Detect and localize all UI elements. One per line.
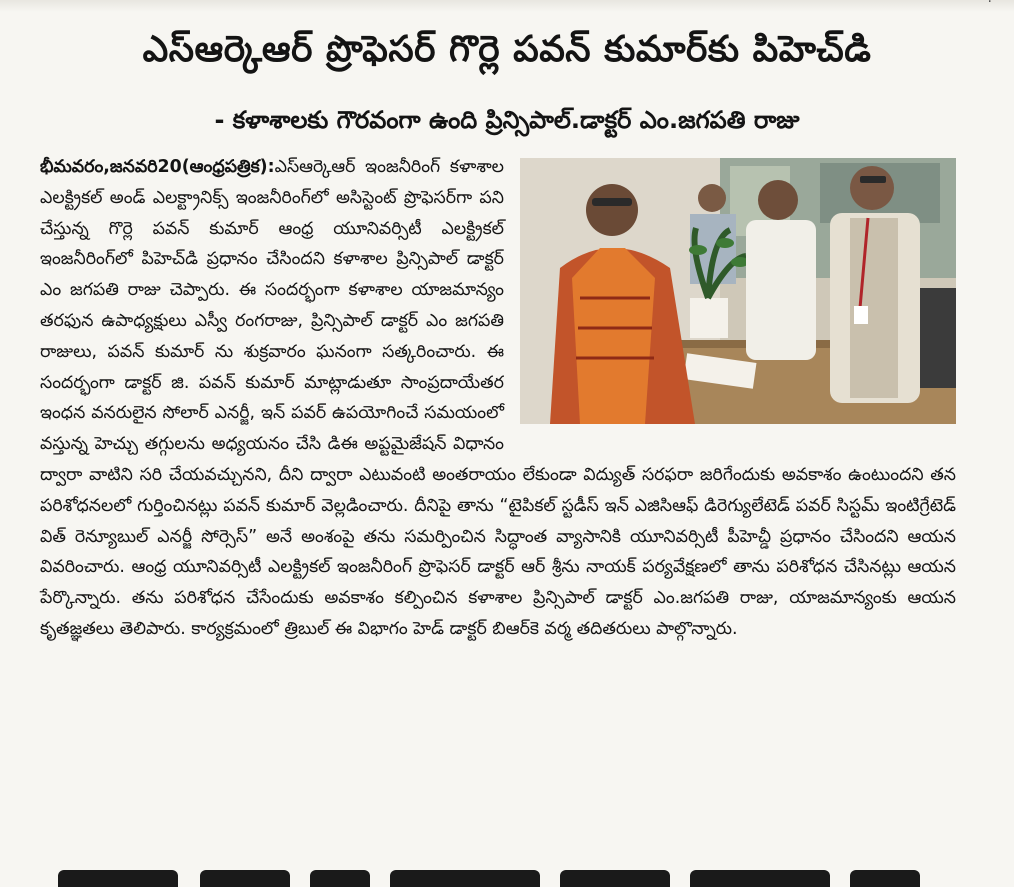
article-text: ఎస్ఆర్కెఆర్ ఇంజనీరింగ్ కళాశాల ఎలక్ట్రికల్ అండ్ ఎలక్ట్రానిక్స్ ఇంజనీరింగ్‌లో అసిస్టెంట్ ప్రొఫెసర్‌గా పని చేస్తున్న గొర్లె పవన్ కుమార్ ఆంధ్ర యూనివర్సిటీ ఎలక్ట్రికల్ ఇంజనీరింగ్‌లో పిహెచ్‌డి ప్రధానం చేసిందని కళాశాల ప్రిన్సిపాల్ డాక్టర్ ఎం జగపతి రాజు చెప్పారు. ఈ సందర్భంగా కళాశాల యాజమాన్యం తరఫున ఉపాధ్యక్షులు ఎస్వీ రంగరాజు, ప్రిన్సిపాల్ డాక్టర్ ఎం జగపతి రాజులు, పవన్ కుమార్ ను శుక్రవారం ఘనంగా సత్కరించారు. ఈ సందర్భంగా డాక్టర్ జి. పవన్ కుమార్ మాట్లాడుతూ సాంప్రదాయేతర ఇంధన వనరులైన సోలార్ ఎనర్జీ, ఇన్ పవర్ ఉపయోగించే సమయంలో వస్తున్న హెచ్చు తగ్గులను అధ్యయనం చేసి డిఈ అప్టమైజేషన్ విధానం ద్వారా వాటిని సరి చేయవచ్చునని, దీని ద్వారా ఎటువంటి అంతరాయం లేకుండా విద్యుత్ సరఫరా జరిగేందుకు అవకాశం ఉంటుందని తన పరిశోధనలలో గుర్తించినట్లు పవన్ కుమార్ వెల్లడించారు. దీనిపై తాను “టైపికల్ స్టడీస్ ఇన్ ఎజిసిఆఫ్ డిరెగ్యులేటెడ్ పవర్ సిస్టమ్ ఇంటిగ్రేటెడ్ విత్ రెన్యూబుల్ ఎనర్జీ సోర్సెస్” అనే అంశంపై తను సమర్పించిన సిద్ధాంత వ్యాసానికి యూనివర్సిటీ పీహెచ్డీ ప్రధానం చేసిందని ఆయన వివరించారు. ఆంధ్ర యూనివర్సిటీ ఎలక్ట్రికల్ ఇంజనీరింగ్ ప్రొఫెసర్ డాక్టర్ ఆర్ శ్రీను నాయక్ పర్యవేక్షణలో తాను పరిశోధన చేసినట్లు ఆయన పేర్కొన్నారు. తను పరిశోధన చేసేందుకు అవకాశం కల్పించిన కళాశాల ప్రిన్సిపాల్ డాక్టర్ ఎం.జగపతి రాజు, యాజమాన్యంకు ఆయన కృతజ్ఞతలు తెలిపారు. కార్యక్రమంలో త్రిబుల్ ఈ విభాగం హెడ్ డాక్టర్ బిఆర్‌కె వర్మ తదితరులు పాల్గొన్నారు.: [40, 157, 956, 639]
cut-off-text-fragment: ·: [987, 0, 992, 10]
article-photo: [520, 158, 956, 424]
subheadline: - కళాశాలకు గౌరవంగా ఉంది ప్రిన్సిపాల్.డాక్టర్ ఎం.జగపతి రాజు: [214, 106, 800, 134]
dateline: భీమవరం,జనవరి20(ఆంధ్రపత్రిక):: [40, 157, 275, 177]
felicitation-photo: [520, 158, 956, 424]
next-article-headline-cut-off: [40, 866, 970, 887]
headline: ఎస్ఆర్కెఆర్ ప్రొఫెసర్ గొర్లె పవన్ కుమార్‌కు పిహెచ్‌డి: [142, 29, 872, 70]
article-body: [40, 152, 956, 645]
top-strip: [0, 0, 1014, 12]
